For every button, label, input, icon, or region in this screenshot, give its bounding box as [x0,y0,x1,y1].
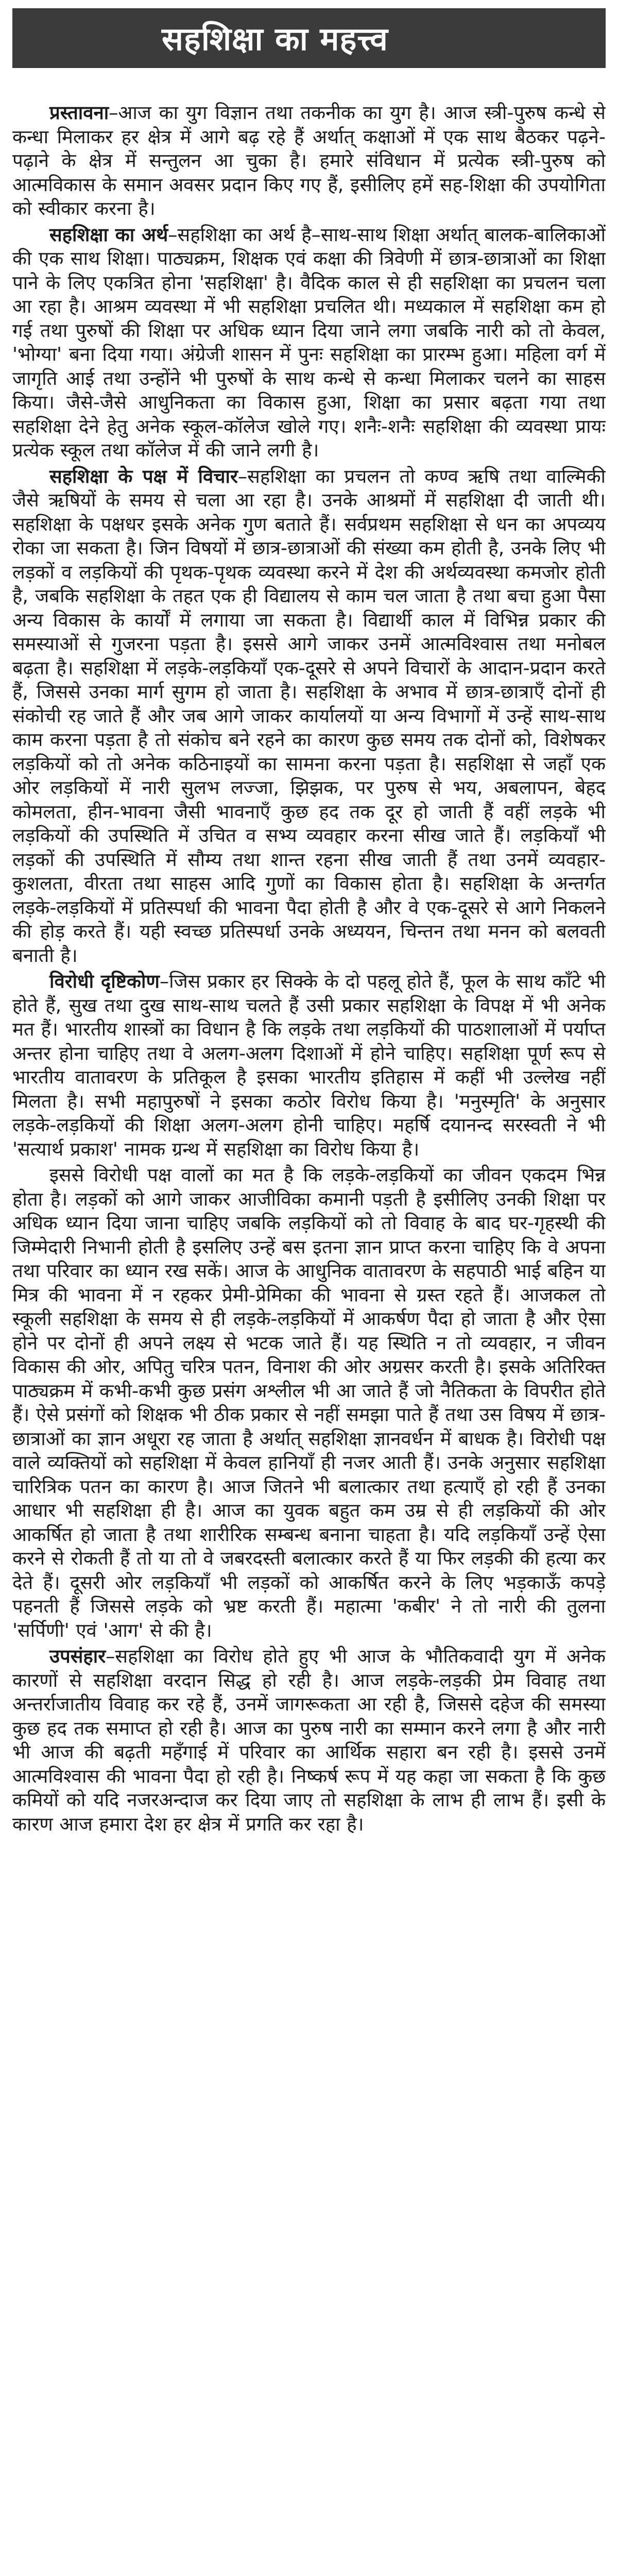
paragraph-text: –जिस प्रकार हर सिक्के के दो पहलू होते हैं, फूल के साथ काँटे भी होते हैं, सुख तथा दुख साथ-साथ चलते हैं उसी प्रकार सहशिक्षा के विपक्ष में भी अनेक मत हैं। भारतीय शास्त्रों का विधान है कि लड़के तथा लड़कियों की पाठशालाओं में पर्याप्त अन्तर होना चाहिए तथा वे अलग-अलग दिशाओं में होने चाहिए। सहशिक्षा पूर्ण रूप से भारतीय वातावरण के प्रतिकूल है इसका भारतीय इतिहास में कहीं भी उल्लेख नहीं मिलता है। सभी महापुरुषों ने इसका कठोर विरोध किया है। 'मनुस्मृति' के अनुसार लड़के-लड़कियों की शिक्षा अलग-अलग होनी चाहिए। महर्षि दयानन्द सरस्वती ने भी 'सत्यार्थ प्रकाश' नामक ग्रन्थ में सहशिक्षा का विरोध किया है। [12,970,606,1160]
paragraph-conclusion [12,1645,606,1836]
paragraph-heading: सहशिक्षा का अर्थ [49,223,168,246]
paragraph-text: –सहशिक्षा का प्रचलन तो कण्व ऋषि तथा वाल्मिकी जैसे ऋषियों के समय से चला आ रहा है। उनके आश्रमों में सहशिक्षा दी जाती थी। सहशिक्षा के पक्षधर इसके अनेक गुण बताते हैं। सर्वप्रथम सहशिक्षा से धन का अपव्यय रोका जा सकता है। जिन विषयों में छात्र-छात्राओं की संख्या कम होती है, उनके लिए भी लड़कों व लड़कियों की पृथक-पृथक व्यवस्था करने में देश की अर्थव्यवस्था कमजोर होती है, जबकि सहशिक्षा के तहत एक ही विद्यालय से काम चल जाता है तथा बचा हुआ पैसा अन्य विकास के कार्यों में लगाया जा सकता है। विद्यार्थी काल में विभिन्न प्रकार की समस्याओं से गुजरना पड़ता है। इससे आगे जाकर उनमें आत्मविश्वास तथा मनोबल बढ़ता है। सहशिक्षा में लड़के-लड़कियाँ एक-दूसरे से अपने विचारों के आदान-प्रदान करते हैं, जिससे उनका मार्ग सुगम हो जाता है। सहशिक्षा के अभाव में छात्र-छात्राएँ दोनों ही संकोची रह जाते हैं और जब आगे जाकर कार्यालयों या अन्य विभागों में उन्हें साथ-साथ काम करना पड़ता है तो संकोच बने रहने का कारण कुछ समय तक दोनों को, विशेषकर लड़कियों को तो अनेक कठिनाइयों का सामना करना पड़ता है। सहशिक्षा से जहाँ एक ओर लड़कियों में नारी सुलभ लज्जा, झिझक, पर पुरुष से भय, अबलापन, बेहद कोमलता, हीन-भावना जैसी भावनाएँ कुछ हद तक दूर हो जाती हैं वहीं लड़के भी लड़कियों की उपस्थिति में उचित व सभ्य व्यवहार करना सीख जाते हैं। लड़कियाँ भी लड़कों की उपस्थिति में सौम्य तथा शान्त रहना सीख जाती हैं तथा उनमें व्यवहार-कुशलता, वीरता तथा साहस आदि गुणों का विकास होता है। सहशिक्षा के अन्तर्गत लड़के-लड़कियों में प्रतिस्पर्धा की भावना पैदा होती है और वे एक-दूसरे से आगे निकलने की होड़ करते हैं। यही स्वच्छ प्रतिस्पर्धा उनके अध्ययन, चिन्तन तथा मनन को बलवती बनाती है। [12,465,606,967]
paragraph-heading: विरोधी दृष्टिकोण [49,970,160,992]
page-title: सहशिक्षा का महत्त्व [12,8,606,68]
paragraph-text: –सहशिक्षा का अर्थ है–साथ-साथ शिक्षा अर्थात् बालक-बालिकाओं की एक साथ शिक्षा। पाठ्यक्रम, शिक्षक एवं कक्षा की त्रिवेणी में छात्र-छात्राओं का शिक्षा पाने के लिए एकत्रित होना 'सहशिक्षा' है। वैदिक काल से ही सहशिक्षा का प्रचलन चला आ रहा है। आश्रम व्यवस्था में भी सहशिक्षा प्रचलित थी। मध्यकाल में सहशिक्षा कम हो गई तथा पुरुषों की शिक्षा पर अधिक ध्यान दिया जाने लगा जबकि नारी को तो केवल, 'भोग्या' बना दिया गया। अंग्रेजी शासन में पुनः सहशिक्षा का प्रारम्भ हुआ। महिला वर्ग में जागृति आई तथा उन्होंने भी पुरुषों के साथ कन्धे से कन्धा मिलाकर चलने का साहस किया। जैसे-जैसे आधुनिकता का विकास हुआ, शिक्षा का प्रसार बढ़ता गया तथा सहशिक्षा देने हेतु अनेक स्कूल-कॉलेज खोले गए। शनैः-शनैः सहशिक्षा की व्यवस्था प्रायः प्रत्येक स्कूल तथा कॉलेज में की जाने लगी है। [12,223,606,461]
paragraph-arguments-for [12,465,606,968]
paragraph-heading: प्रस्तावना [49,101,109,124]
paragraph-text: इससे विरोधी पक्ष वालों का मत है कि लड़के-लड़कियों का जीवन एकदम भिन्न होता है। लड़कों को आगे जाकर आजीविका कमानी पड़ती है इसीलिए उनकी शिक्षा पर अधिक ध्यान दिया जाना चाहिए जबकि लड़कियों को तो विवाह के बाद घर-गृहस्थी की जिम्मेदारी निभानी होती है इसलिए उन्हें बस इतना ज्ञान प्राप्त करना चाहिए कि वे अपना तथा परिवार का ध्यान रख सकें। आज के आधुनिक वातावरण के सहपाठी भाई बहिन या मित्र की भावना में न रहकर प्रेमी-प्रेमिका की भावना से ग्रस्त रहते हैं। आजकल तो स्कूली सहशिक्षा के समय से ही लड़के-लड़कियों में आकर्षण पैदा हो जाता है और ऐसा होने पर दोनों ही अपने लक्ष्य से भटक जाते हैं। यह स्थिति न तो व्यवहार, न जीवन विकास की ओर, अपितु चरित्र पतन, विनाश की ओर अग्रसर करती है। इसके अतिरिक्त पाठ्यक्रम में कभी-कभी कुछ प्रसंग अश्लील भी आ जाते हैं जो नैतिकता के विपरीत होते हैं। ऐसे प्रसंगों को शिक्षक भी ठीक प्रकार से नहीं समझा पाते हैं तथा उस विषय में छात्र-छात्राओं का ज्ञान अधूरा रह जाता है अर्थात् सहशिक्षा ज्ञानवर्धन में बाधक है। विरोधी पक्ष वाले व्यक्तियों को सहशिक्षा में केवल हानियाँ ही नजर आती हैं। उनके अनुसार सहशिक्षा चारित्रिक पतन का कारण है। आज जितने भी बलात्कार तथा हत्याएँ हो रही हैं उनका आधार भी सहशिक्षा ही है। आज का युवक बहुत कम उम्र से ही लड़कियों की ओर आकर्षित हो जाता है तथा शारीरिक सम्बन्ध बनाना चाहता है। यदि लड़कियाँ उन्हें ऐसा करने से रोकती हैं तो या तो वे जबरदस्ती बलात्कार करते हैं या फिर लड़की की हत्या कर देते हैं। दूसरी ओर लड़कियाँ भी लड़कों को आकर्षित करने के लिए भड़काऊँ कपड़े पहनती हैं जिससे लड़के को भ्रष्ट करती हैं। महात्मा 'कबीर' ने तो नारी की तुलना 'सर्पिणी' एवं 'आग' से की है। [12,1164,606,1641]
paragraph-opposing-view [12,970,606,1161]
paragraph-heading: सहशिक्षा के पक्ष में विचार [49,465,238,487]
essay-body [12,101,606,2576]
paragraph-meaning [12,223,606,463]
paragraph-text: –सहशिक्षा का विरोध होते हुए भी आज के भौतिकवादी युग में अनेक कारणों से सहशिक्षा वरदान सिद्ध हो रही है। आज लड़के-लड़की प्रेम विवाह तथा अन्तर्राजातीय विवाह कर रहे हैं, उनमें जागरूकता आ रही है, जिससे दहेज की समस्या कुछ हद तक समाप्त हो रही है। आज का पुरुष नारी का सम्मान करने लगा है और नारी भी आज की बढ़ती महँगाई में परिवार का आर्थिक सहारा बन रही है। इससे उनमें आत्मविश्वास की भावना पैदा हो रही है। निष्कर्ष रूप में यह कहा जा सकता है कि कुछ कमियों को यदि नजरअन्दाज कर दिया जाए तो सहशिक्षा के लाभ ही लाभ हैं। इसी के कारण आज हमारा देश हर क्षेत्र में प्रगति कर रहा है। [12,1645,606,1835]
paragraph-introduction [12,101,606,221]
paragraph-text: –आज का युग विज्ञान तथा तकनीक का युग है। आज स्त्री-पुरुष कन्धे से कन्धा मिलाकर हर क्षेत्र में आगे बढ़ रहे हैं अर्थात् कक्षाओं में एक साथ बैठकर पढ़ने-पढ़ाने के क्षेत्र में सन्तुलन आ चुका है। हमारे संविधान में प्रत्येक स्त्री-पुरुष को आत्मविकास के समान अवसर प्रदान किए गए हैं, इसीलिए हमें सह-शिक्षा की उपयोगिता को स्वीकार करना है। [12,101,606,219]
paragraph-opposing-view-continued [12,1163,606,1642]
paragraph-heading: उपसंहार [49,1645,106,1667]
